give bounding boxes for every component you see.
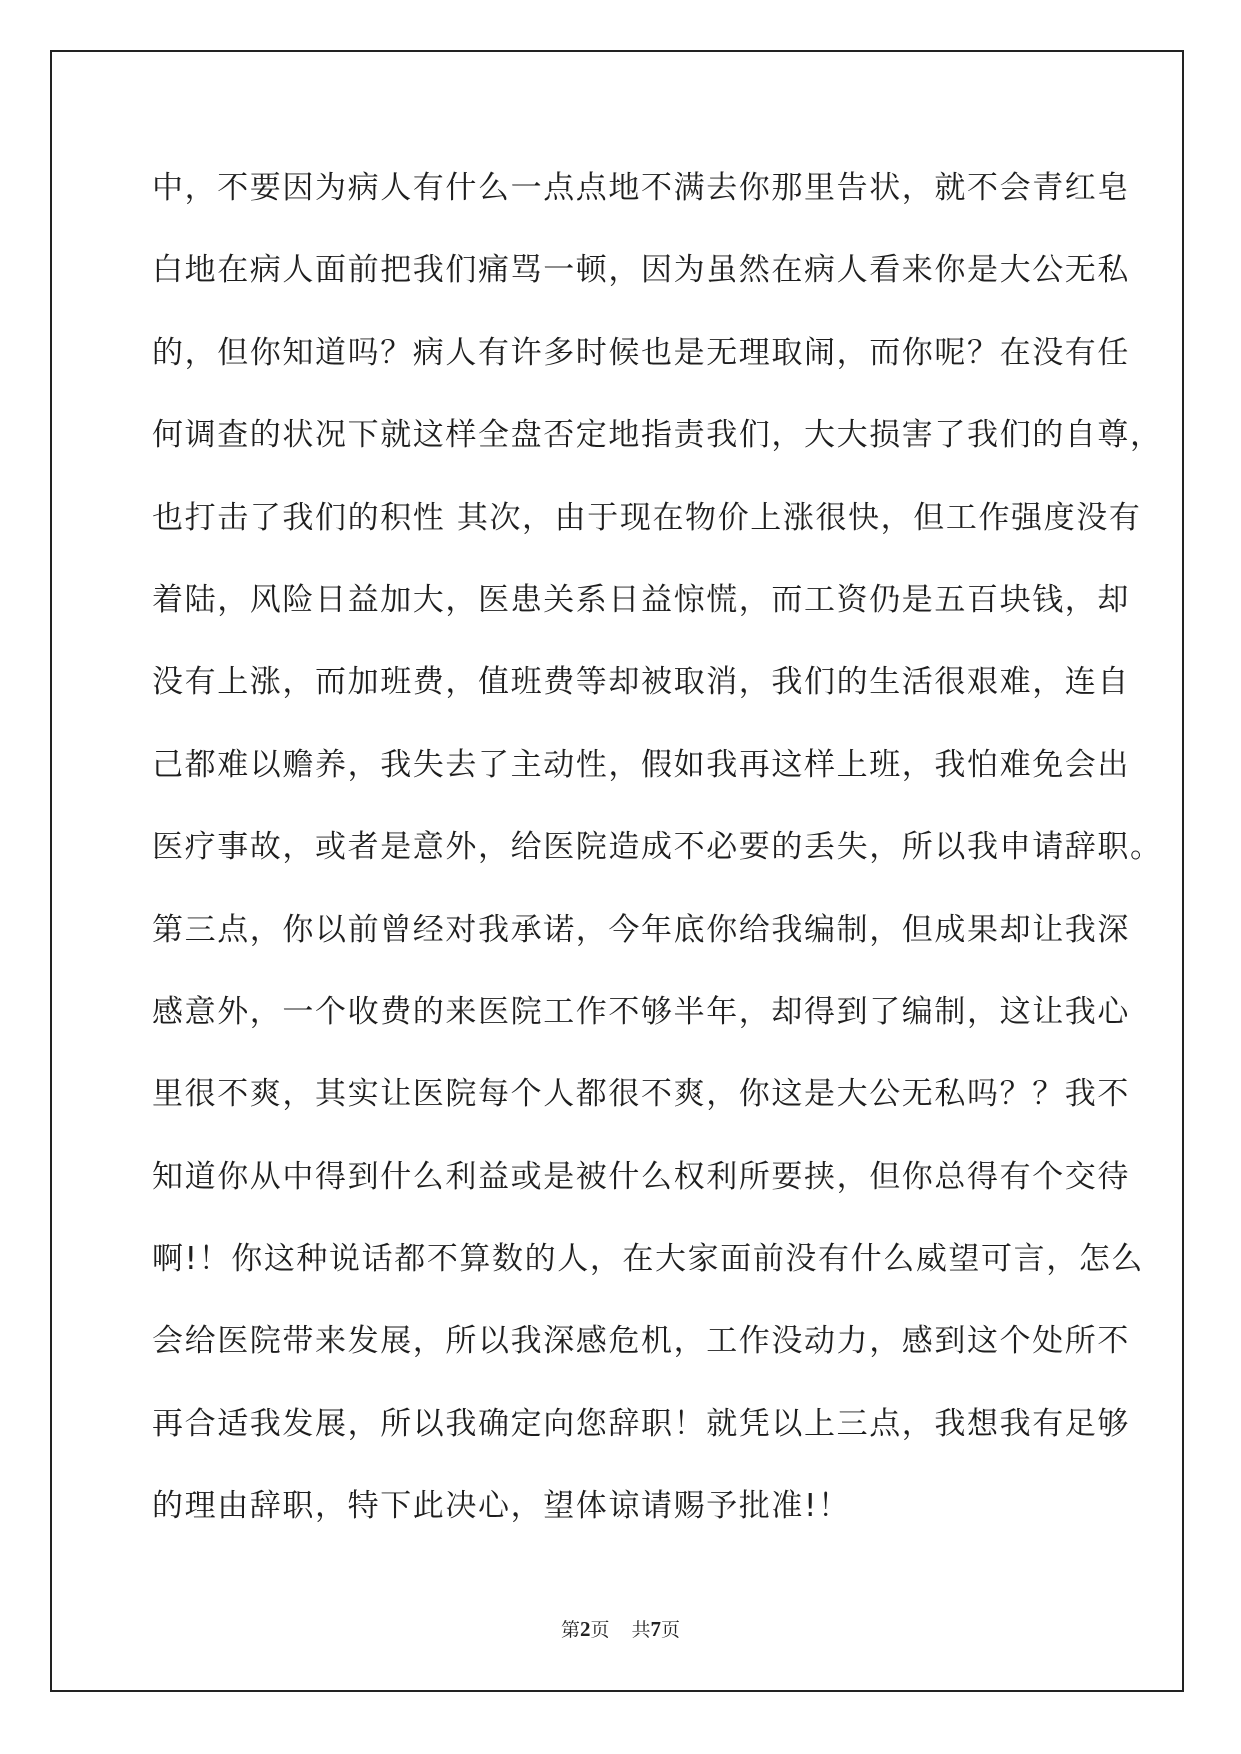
text-line: 会给医院带来发展，所以我深感危机，工作没动力，感到这个处所不 xyxy=(152,1323,1130,1360)
text-line: 啊!！你这种说话都不算数的人，在大家面前没有什么威望可言，怎么 xyxy=(152,1241,1145,1278)
page-current: 2 xyxy=(579,1617,591,1641)
text-line: 白地在病人面前把我们痛骂一顿，因为虽然在病人看来你是大公无私 xyxy=(152,252,1130,289)
text-line: 的理由辞职，特下此决心，望体谅请赐予批准!！ xyxy=(152,1488,851,1525)
text-line: 第三点，你以前曾经对我承诺，今年底你给我编制，但成果却让我深 xyxy=(152,911,1130,948)
text-line: 着陆，风险日益加大，医患关系日益惊慌，而工资仍是五百块钱，却 xyxy=(152,581,1130,618)
page-total xyxy=(632,1619,681,1641)
page-number xyxy=(561,1619,610,1641)
text-line: 医疗事故，或者是意外，给医院造成不必要的丢失，所以我申请辞职。 xyxy=(152,829,1163,866)
page-suffix: 页 xyxy=(590,1619,610,1641)
text-line: 再合适我发展，所以我确定向您辞职！就凭以上三点，我想我有足够 xyxy=(152,1405,1130,1442)
page-prefix: 第 xyxy=(560,1619,580,1641)
text-line: 何调查的状况下就这样全盘否定地指责我们，大大损害了我们的自尊， xyxy=(152,417,1163,454)
text-line: 知道你从中得到什么利益或是被什么权利所要挟，但你总得有个交待 xyxy=(152,1158,1130,1195)
text-line: 也打击了我们的积性 其次，由于现在物价上涨很快，但工作强度没有 xyxy=(152,499,1142,536)
text-line: 的，但你知道吗？病人有许多时候也是无理取闹，而你呢？在没有任 xyxy=(152,334,1130,371)
document-body xyxy=(152,162,1163,1563)
text-line: 感意外，一个收费的来医院工作不够半年，却得到了编制，这让我心 xyxy=(152,993,1130,1030)
text-line: 里很不爽，其实让医院每个人都很不爽，你这是大公无私吗？？我不 xyxy=(152,1076,1130,1113)
total-prefix: 共 xyxy=(631,1619,651,1641)
total-suffix: 页 xyxy=(661,1619,681,1641)
page-footer xyxy=(0,1617,1241,1642)
text-line: 没有上涨，而加班费，值班费等却被取消，我们的生活很艰难，连自 xyxy=(152,664,1130,701)
total-count: 7 xyxy=(650,1617,662,1641)
text-line: 中，不要因为病人有什么一点点地不满去你那里告状，就不会青红皂 xyxy=(152,170,1130,206)
text-line: 己都难以赡养，我失去了主动性，假如我再这样上班，我怕难免会出 xyxy=(152,746,1130,783)
